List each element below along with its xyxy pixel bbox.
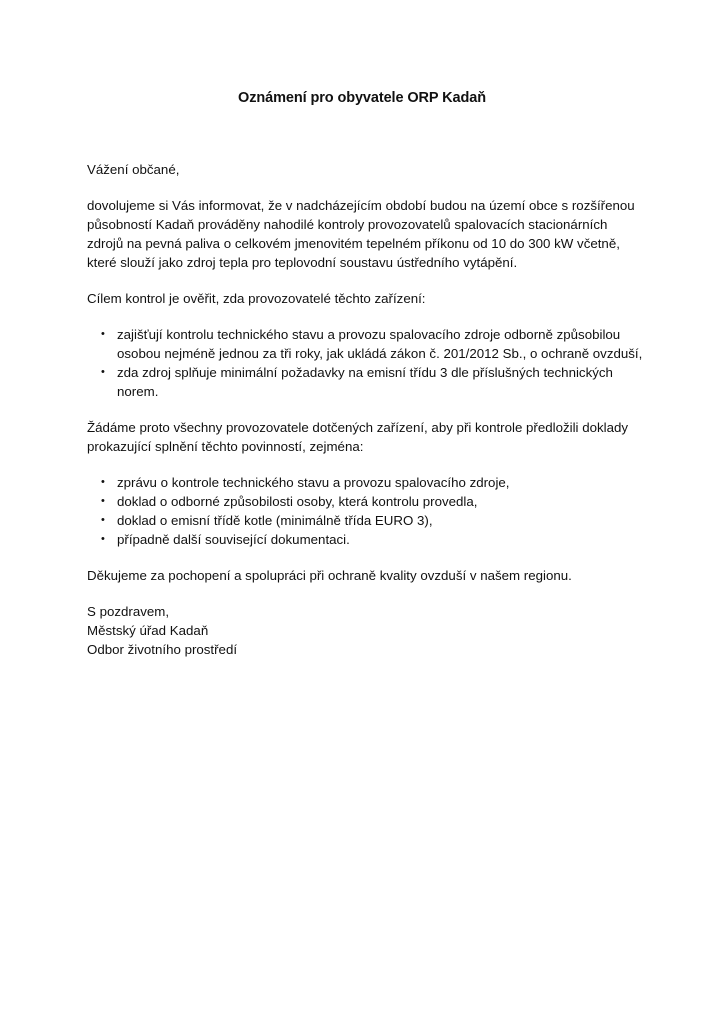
signature-block (87, 602, 647, 659)
list-item-text: zajišťují kontrolu technického stavu a provozu spalovacího zdroje odborně způsobilou osobou nejméně jednou za tři roky, jak ukládá zákon č. 201/2012 Sb., o ochraně ovzduší, (117, 327, 643, 361)
list-item (87, 530, 647, 549)
goal-list (87, 325, 647, 401)
intro-paragraph: dovolujeme si Vás informovat, že v nadcházejícím období budou na území obce s rozšířenou působností Kadaň prováděny nahodilé kontroly provozovatelů spalovacích stacionárních zdrojů na pevná paliva o celkovém jmenovitém tepelném příkonu od 10 do 300 kW včetně, které slouží jako zdroj tepla pro teplovodní soustavu ústředního vytápění. (87, 198, 635, 270)
signature-department: Odbor životního prostředí (87, 642, 238, 657)
bullet-icon: • (101, 476, 105, 488)
goal-intro: Cílem kontrol je ověřit, zda provozovatelé těchto zařízení: (87, 291, 426, 306)
bullet-icon: • (101, 328, 105, 340)
greeting: Vážení občané, (87, 162, 180, 177)
request-intro: Žádáme proto všechny provozovatele dotčených zařízení, aby při kontrole předložili doklady prokazující splnění těchto povinností, zejména: (87, 420, 629, 454)
bullet-icon: • (101, 533, 105, 545)
bullet-icon: • (101, 495, 105, 507)
list-item-text: doklad o emisní třídě kotle (minimálně třída EURO 3), (117, 513, 433, 528)
list-item (87, 473, 647, 492)
document-title: Oznámení pro obyvatele ORP Kadaň (238, 90, 486, 106)
bullet-icon: • (101, 366, 105, 378)
list-item-text: zda zdroj splňuje minimální požadavky na emisní třídu 3 dle příslušných technických norem. (117, 365, 613, 399)
list-item (87, 511, 647, 530)
request-list (87, 473, 647, 549)
list-item (87, 363, 647, 401)
document-body (87, 160, 647, 659)
signature-office: Městský úřad Kadaň (87, 623, 209, 638)
list-item-text: zprávu o kontrole technického stavu a provozu spalovacího zdroje, (117, 475, 510, 490)
list-item (87, 492, 647, 511)
list-item (87, 325, 647, 363)
list-item-text: případně další související dokumentaci. (117, 532, 350, 547)
signature-closing: S pozdravem, (87, 604, 170, 619)
bullet-icon: • (101, 514, 105, 526)
thanks-paragraph: Děkujeme za pochopení a spolupráci při ochraně kvality ovzduší v našem regionu. (87, 568, 572, 583)
list-item-text: doklad o odborné způsobilosti osoby, která kontrolu provedla, (117, 494, 478, 509)
